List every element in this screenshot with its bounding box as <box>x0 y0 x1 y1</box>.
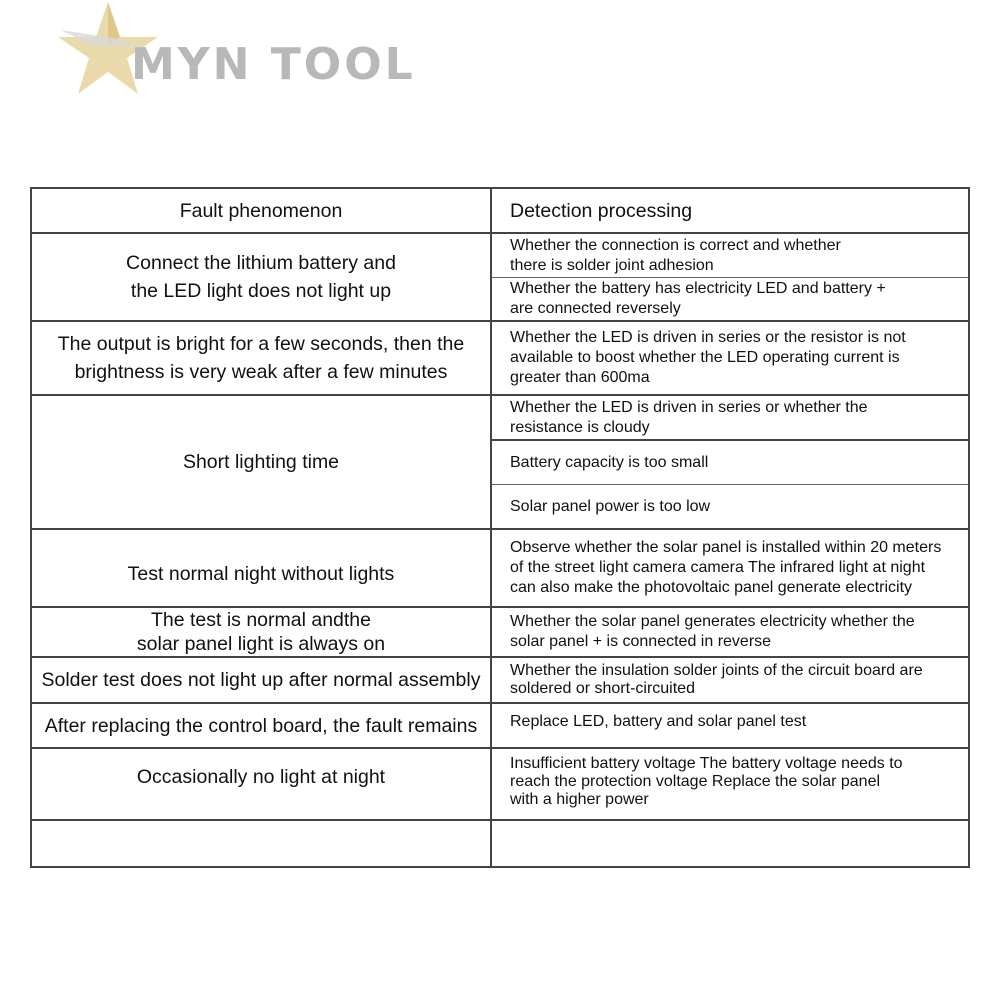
detection-text: Whether the connection is correct and whether there is solder joint adhesion <box>510 236 841 274</box>
table-row-fault <box>32 396 492 530</box>
fault-text: Test normal night without lights <box>127 563 395 585</box>
fault-text: Short lighting time <box>182 451 340 473</box>
table-row-detection <box>492 278 968 322</box>
table-row-fault <box>32 322 492 396</box>
table-row-fault-empty <box>32 821 492 866</box>
fault-text: After replacing the control board, the fault remains <box>44 714 478 737</box>
detection-text: Insufficient battery voltage The battery voltage needs to reach the protection voltage Replace the solar panel with a higher power <box>510 755 903 808</box>
table-row-detection <box>492 658 968 704</box>
header-fault-phenomenon <box>32 189 492 234</box>
fault-text: Connect the lithium battery and the LED light does not light up <box>126 252 396 302</box>
table-row-detection <box>492 322 968 396</box>
table-row-fault <box>32 749 492 821</box>
detection-text: Battery capacity is too small <box>510 453 709 471</box>
table-row-detection <box>492 485 968 530</box>
detection-text: Whether the LED is driven in series or whether the resistance is cloudy <box>510 398 868 436</box>
table-row-detection <box>492 530 968 608</box>
detection-text: Whether the LED is driven in series or the resistor is not available to boost whether the LED operating current is greater than 600ma <box>510 329 906 386</box>
table-row-detection-empty <box>492 821 968 866</box>
table-row-detection <box>492 749 968 821</box>
detection-text: Replace LED, battery and solar panel test <box>510 713 807 730</box>
table-row-detection <box>492 704 968 749</box>
detection-text: Whether the solar panel generates electricity whether the solar panel + is connected in reverse <box>510 613 915 650</box>
table-row-detection <box>492 441 968 485</box>
fault-text: The test is normal andthe solar panel light is always on <box>136 609 386 655</box>
detection-text: Whether the insulation solder joints of the circuit board are soldered or short-circuited <box>510 662 923 697</box>
table-row-detection <box>492 234 968 278</box>
brand-logo <box>55 0 416 100</box>
table-row-detection <box>492 608 968 658</box>
fault-table <box>30 187 970 868</box>
header-detection-processing <box>492 189 968 234</box>
table-row-fault <box>32 658 492 704</box>
logo-text: MYN TOOL <box>131 39 416 90</box>
table-row-fault <box>32 234 492 322</box>
fault-text: The output is bright for a few seconds, then the brightness is very weak after a few minutes <box>57 333 465 383</box>
fault-text: Solder test does not light up after normal assembly <box>41 669 481 691</box>
table-row-fault <box>32 530 492 608</box>
table-row-fault <box>32 608 492 658</box>
table-row-fault <box>32 704 492 749</box>
table-row-detection <box>492 396 968 441</box>
detection-text: Whether the battery has electricity LED and battery + are connected reversely <box>510 280 886 317</box>
fault-text: Occasionally no light at night <box>136 766 386 788</box>
detection-text: Observe whether the solar panel is installed within 20 meters of the street light camera camera The infrared light at night can also make the photovoltaic panel generate electricity <box>510 539 942 596</box>
logo-graphic <box>55 0 416 100</box>
header-fault-label: Fault phenomenon <box>179 199 343 222</box>
detection-text: Solar panel power is too low <box>510 497 711 515</box>
header-detection-label: Detection processing <box>510 199 693 222</box>
